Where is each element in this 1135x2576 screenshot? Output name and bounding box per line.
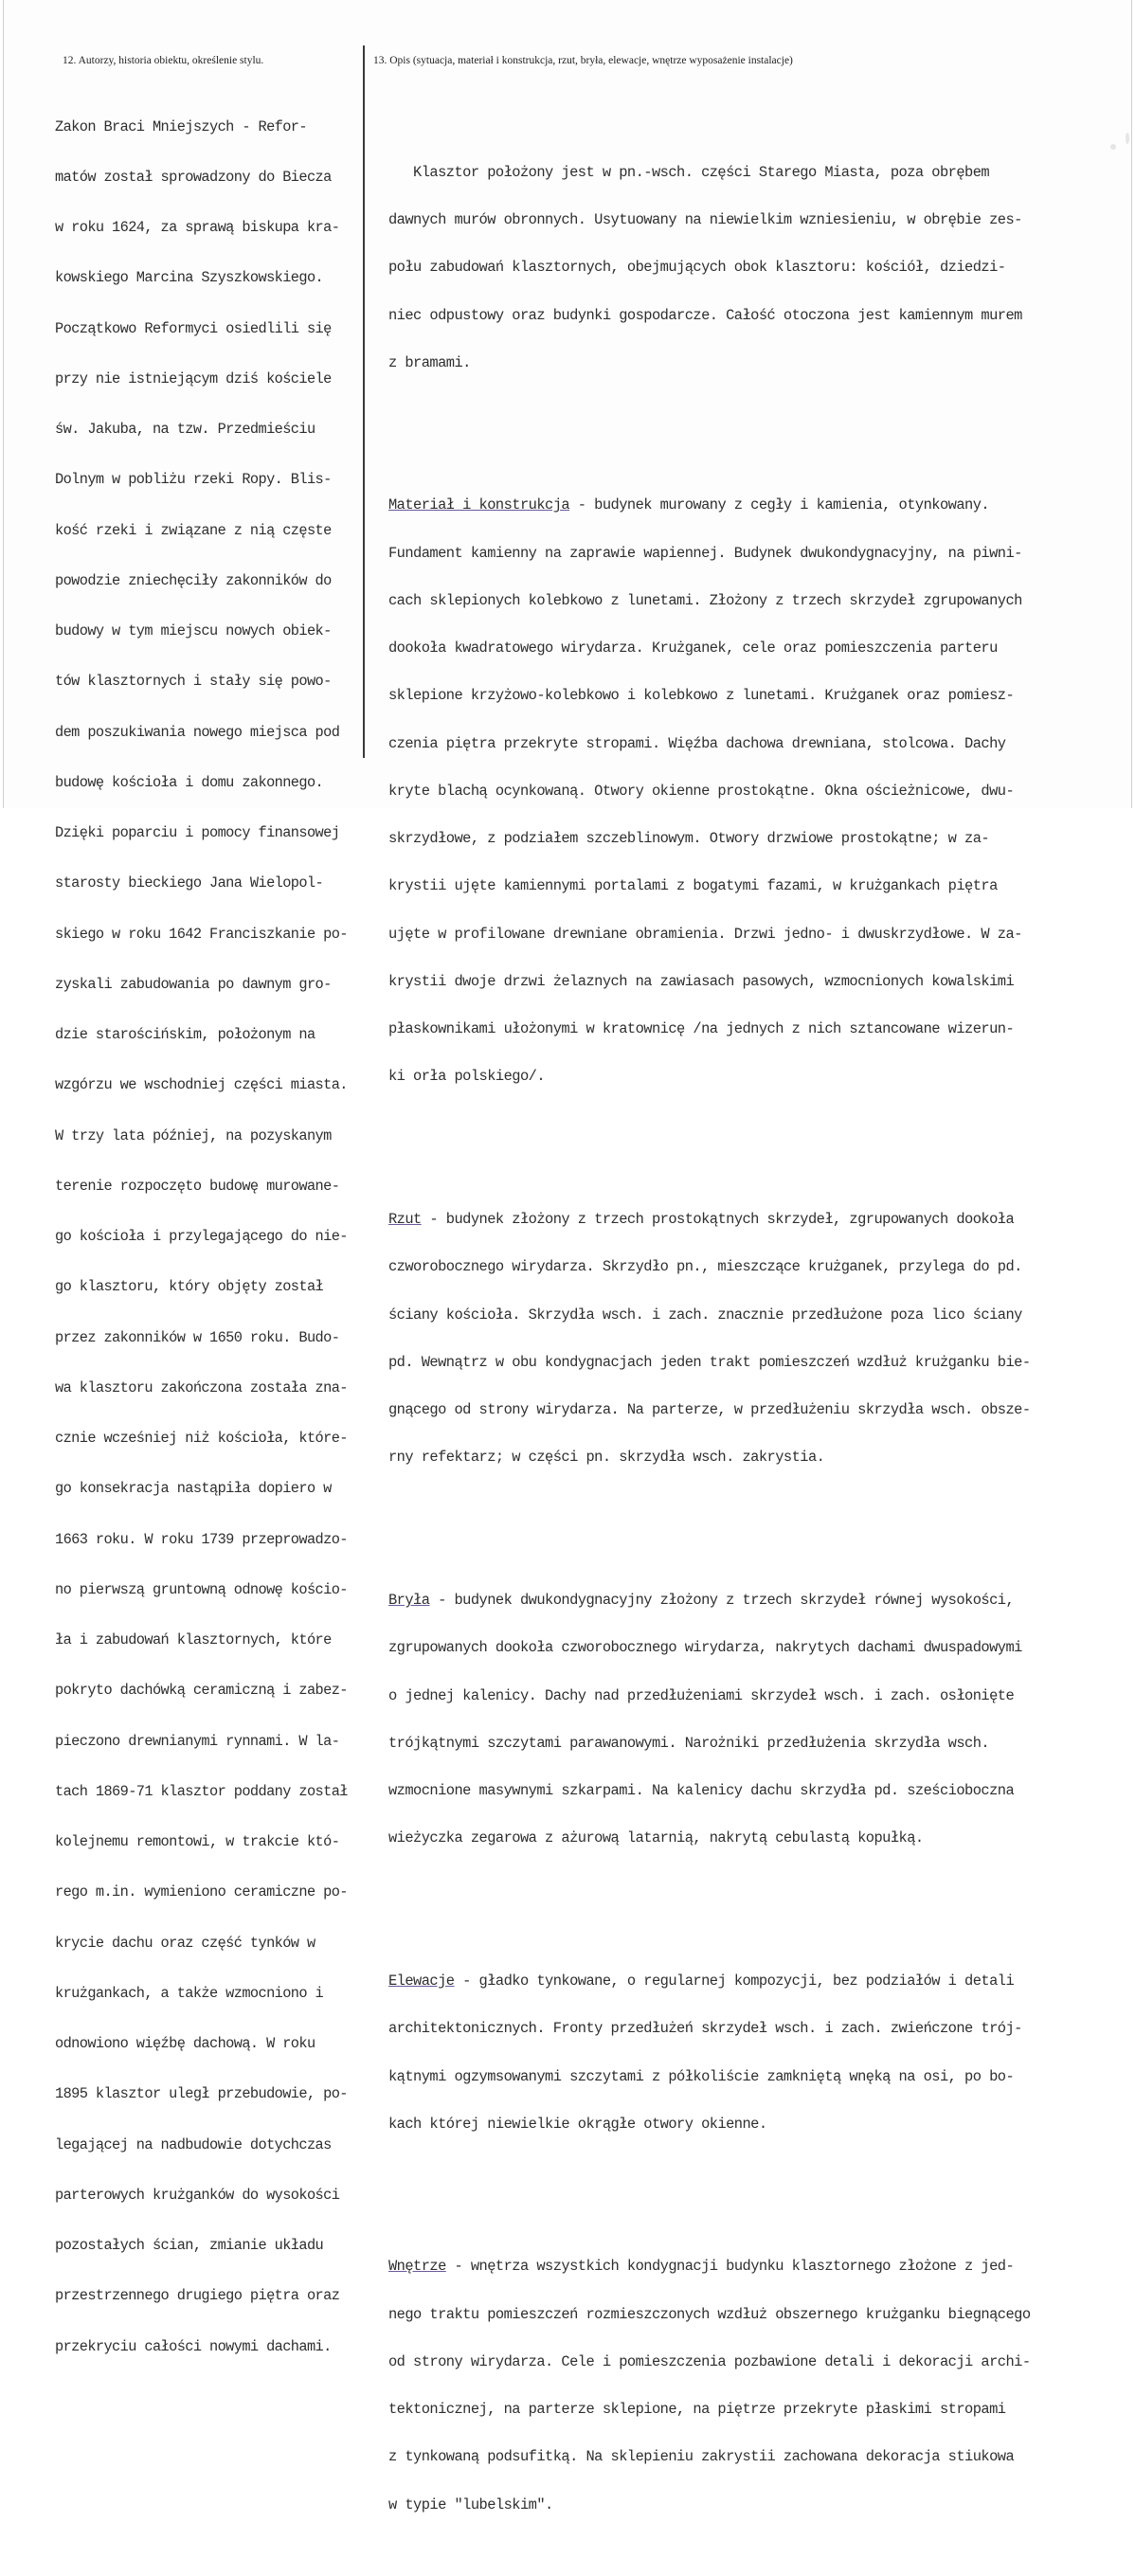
text-line: pokryto dachówką ceramiczną i zabez-: [55, 1682, 348, 1700]
text-line: ściany kościoła. Skrzydła wsch. i zach. znacznie przedłużone poza lico ściany: [388, 1306, 1022, 1324]
text-line: gnącego od strony wirydarza. Na parterze, w przedłużeniu skrzydła wsch. obsze-: [388, 1401, 1031, 1419]
text-line: pozostałych ścian, zmianie układu: [55, 2237, 324, 2254]
text-line: trójkątnymi szczytami parawanowymi. Narożniki przedłużenia skrzydła wsch.: [388, 1734, 990, 1752]
text-line: rego m.in. wymieniono ceramiczne po-: [55, 1883, 348, 1901]
text-line: tach 1869-71 klasztor poddany został: [55, 1782, 348, 1800]
text-line: skrzydłowe, z podziałem szczeblinowym. Otwory drzwiowe prostokątne; w za-: [388, 830, 990, 848]
section-elevations: [388, 1942, 1031, 2165]
text-line: pieczono drewnianymi rynnami. W la-: [55, 1732, 340, 1750]
text-line: skiego w roku 1642 Franciszkanie po-: [55, 925, 348, 943]
text-line: krużgankach, a także wzmocniono i: [55, 1984, 324, 2002]
ink-speck: [1110, 144, 1116, 150]
text-line: krystii ujęte kamiennymi portalami z bogatymi fazami, w krużgankach piętra: [388, 877, 998, 895]
section-heading: Elewacje: [388, 1973, 455, 1990]
section-massing: [388, 1561, 1031, 1879]
text-line: niec odpustowy oraz budynki gospodarcze. Całość otoczona jest kamiennym murem: [388, 306, 1022, 324]
text-line: cach sklepionych kolebkowo z lunetami. Złożony z trzech skrzydeł zgrupowanych: [388, 591, 1022, 609]
section-heading: Rzut: [388, 1211, 422, 1229]
section-plan: [388, 1180, 1031, 1498]
text-line: terenie rozpoczęto budowę murowane-: [55, 1177, 340, 1195]
text-line: cznie wcześniej niż kościoła, które-: [55, 1430, 348, 1447]
text-line: legającej na nadbudowie dotychczas: [55, 2135, 332, 2153]
text-line: 1895 klasztor uległ przebudowie, po-: [55, 2085, 348, 2103]
text-line: ki orła polskiego/.: [388, 1068, 546, 1086]
text-line: architektonicznych. Fronty przedłużeń skrzydeł wsch. i zach. zwieńczone trój-: [388, 2020, 1022, 2038]
section-situation: [388, 133, 1031, 403]
text-line: krystii dwoje drzwi żelaznych na zawiasach pasowych, wzmocnionych kowalskimi: [388, 972, 1015, 990]
text-line: [388, 1593, 1031, 1609]
text-line: go klasztoru, który objęty został: [55, 1278, 324, 1296]
text-line-rest: - budynek dwukondygnacyjny złożony z trzech skrzydeł równej wysokości,: [429, 1592, 1015, 1610]
text-line: go kościoła i przylegającego do nie-: [55, 1228, 348, 1245]
text-line: wieżyczka zegarowa z ażurową latarnią, nakrytą cebulastą kopułką.: [388, 1829, 924, 1847]
text-line: dzie starościńskim, położonym na: [55, 1026, 315, 1043]
text-line-rest: - gładko tynkowane, o regularnej kompozycji, bez podziałów i detali: [454, 1973, 1015, 1990]
text-line: o jednej kalenicy. Dachy nad przedłużeniami skrzydeł wsch. i zach. osłonięte: [388, 1686, 1015, 1704]
column-divider: [363, 45, 365, 758]
text-line: dookoła kwadratowego wirydarza. Krużganek, cele oraz pomieszczenia parteru: [388, 639, 998, 658]
text-line: św. Jakuba, na tzw. Przedmieściu: [55, 421, 315, 438]
text-line: 1663 roku. W roku 1739 przeprowadzo-: [55, 1530, 348, 1548]
text-line: tów klasztornych i stały się powo-: [55, 673, 332, 691]
text-line: [388, 2259, 1031, 2275]
text-line: kryte blachą ocynkowaną. Otwory okienne prostokątne. Okna ościeżnicowe, dwu-: [388, 782, 1015, 800]
text-line: od strony wirydarza. Cele i pomieszczenia pozbawione detali i dekoracji archi-: [388, 2352, 1031, 2370]
section-interior: [388, 2227, 1031, 2545]
description-text: [388, 85, 1031, 2576]
section-heading: Wnętrze: [388, 2258, 446, 2276]
ink-speck: [1126, 133, 1129, 144]
text-line: odnowiono więźbę dachową. W roku: [55, 2035, 315, 2052]
text-line: parterowych krużganków do wysokości: [55, 2186, 340, 2204]
text-line: przestrzennego drugiego piętra oraz: [55, 2287, 340, 2305]
text-line: zgrupowanych dookoła czworobocznego wirydarza, nakrytych dachami dwuspadowymi: [388, 1639, 1022, 1657]
text-line: Fundament kamienny na zaprawie wapiennej. Budynek dwukondygnacyjny, na piwni-: [388, 544, 1022, 562]
text-line: [388, 1973, 1031, 1990]
text-line: ła i zabudowań klasztornych, które: [55, 1631, 332, 1648]
text-line: przekryciu całości nowymi dachami.: [55, 2337, 332, 2355]
history-text: [55, 85, 348, 2372]
text-line: tektonicznej, na parterze sklepione, na piętrze przekryte płaskimi stropami: [388, 2401, 1006, 2419]
text-line: W trzy lata później, na pozyskanym: [55, 1126, 332, 1144]
text-line: go konsekracja nastąpiła dopiero w: [55, 1480, 332, 1498]
text-line: Początkowo Reformyci osiedlili się: [55, 319, 332, 337]
text-line-rest: - budynek murowany z cegły i kamienia, otynkowany.: [569, 496, 990, 514]
text-line: Dolnym w pobliżu rzeki Ropy. Blis-: [55, 471, 332, 489]
text-line: czworobocznego wirydarza. Skrzydło pn., mieszczące krużganek, przylega do pd.: [388, 1258, 1022, 1276]
text-line: matów został sprowadzony do Biecza: [55, 168, 332, 186]
text-line: z bramami.: [388, 353, 471, 371]
text-line: kątnymi ogzymsowanymi szczytami z półkoliście zamkniętą wnęką na osi, po bo-: [388, 2067, 1015, 2085]
text-line: wzgórzu we wschodniej części miasta.: [55, 1076, 348, 1094]
text-line: rny refektarz; w części pn. skrzydła wsch. zakrystia.: [388, 1449, 825, 1467]
text-line: dawnych murów obronnych. Usytuowany na niewielkim wzniesieniu, w obrębie zes-: [388, 211, 1022, 228]
text-line: nego traktu pomieszczeń rozmieszczonych wzdłuż obszernego krużganku biegnącego: [388, 2305, 1031, 2323]
right-column-header: 13. Opis (sytuacja, materiał i konstrukcja, rzut, bryła, elewacje, wnętrze wyposażenie instalacje): [373, 55, 793, 66]
text-line: [388, 497, 1031, 513]
section-heading: Materiał i konstrukcja: [388, 496, 570, 514]
text-line: pd. Wewnątrz w obu kondygnacjach jeden trakt pomieszczeń wzdłuż krużganku bie-: [388, 1353, 1031, 1371]
section-heading: Bryła: [388, 1592, 430, 1610]
left-column-header: 12. Autorzy, historia obiektu, określenie stylu.: [63, 55, 264, 66]
text-line: budowę kościoła i domu zakonnego.: [55, 773, 324, 791]
text-line: w typie "lubelskim".: [388, 2495, 553, 2513]
text-line: krycie dachu oraz część tynków w: [55, 1934, 315, 1952]
text-line: przez zakonników w 1650 roku. Budo-: [55, 1328, 340, 1346]
text-line: [388, 1212, 1031, 1228]
text-line: Klasztor położony jest w pn.-wsch. części Starego Miasta, poza obrębem: [388, 163, 990, 181]
text-line: Zakon Braci Mniejszych - Refor-: [55, 117, 307, 135]
section-material: [388, 466, 1031, 1117]
text-line: płaskownikami ułożonymi w kratownicę /na jednych z nich sztancowane wizerun-: [388, 1020, 1015, 1038]
text-line: dem poszukiwania nowego miejsca pod: [55, 723, 340, 741]
text-line: no pierwszą gruntowną odnowę kościo-: [55, 1580, 348, 1598]
text-line: starosty bieckiego Jana Wielopol-: [55, 874, 324, 892]
text-line: czenia piętra przekryte stropami. Więźba dachowa drewniana, stolcowa. Dachy: [388, 734, 1006, 752]
text-line: kość rzeki i związane z nią częste: [55, 521, 332, 539]
text-line: sklepione krzyżowo-kolebkowo i kolebkowo z lunetami. Krużganek oraz pomiesz-: [388, 687, 1015, 705]
text-line-rest: - wnętrza wszystkich kondygnacji budynku klasztornego złożone z jed-: [445, 2258, 1015, 2276]
text-line: ujęte w profilowane drewniane obramienia. Drzwi jedno- i dwuskrzydłowe. W za-: [388, 925, 1022, 943]
text-line: wa klasztoru zakończona została zna-: [55, 1378, 348, 1396]
text-line: z tynkowaną podsufitką. Na sklepieniu zakrystii zachowana dekoracja stiukowa: [388, 2448, 1015, 2466]
text-line: wzmocnione masywnymi szkarpami. Na kalenicy dachu skrzydła pd. sześcioboczna: [388, 1782, 1015, 1800]
text-line: kach której niewielkie okrągłe otwory okienne.: [388, 2115, 767, 2133]
text-line: kolejnemu remontowi, w trakcie któ-: [55, 1833, 340, 1850]
text-line: połu zabudowań klasztornych, obejmujących obok klasztoru: kościół, dziedzi-: [388, 259, 1006, 277]
text-line: w roku 1624, za sprawą biskupa kra-: [55, 219, 340, 236]
text-line: przy nie istniejącym dziś kościele: [55, 369, 332, 387]
text-line: budowy w tym miejscu nowych obiek-: [55, 622, 332, 639]
text-line: zyskali zabudowania po dawnym gro-: [55, 975, 332, 993]
text-line: powodzie zniechęciły zakonników do: [55, 571, 332, 589]
text-line: Dzięki poparciu i pomocy finansowej: [55, 824, 340, 841]
text-line-rest: - budynek złożony z trzech prostokątnych skrzydeł, zgrupowanych dookoła: [421, 1211, 1015, 1229]
text-line: kowskiego Marcina Szyszkowskiego.: [55, 269, 324, 287]
